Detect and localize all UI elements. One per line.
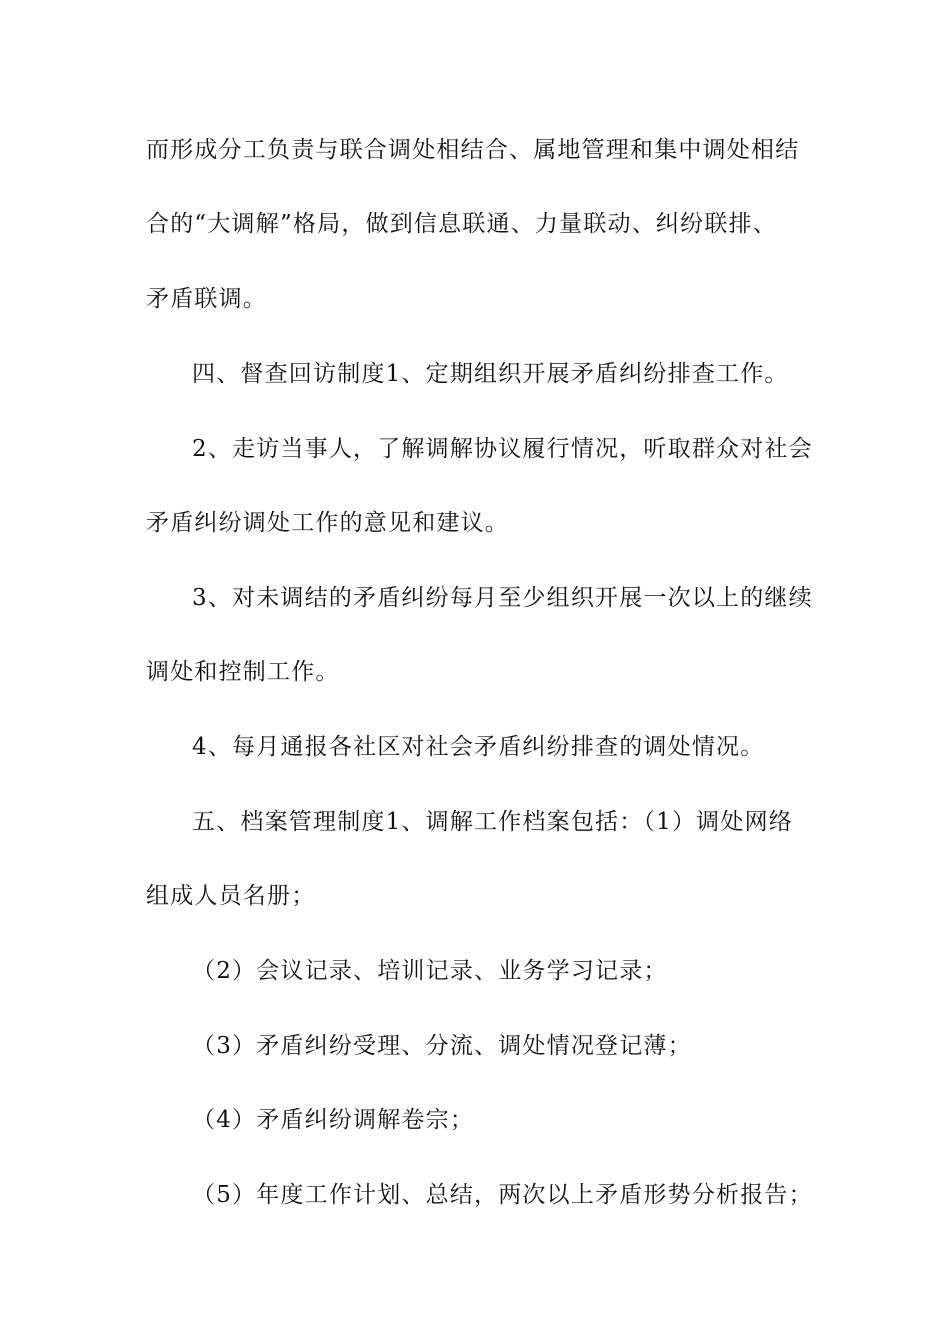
text-line: 而形成分工负责与联合调处相结合、属地管理和集中调处相结 — [146, 137, 800, 163]
list-item: （4）矛盾纠纷调解卷宗； — [192, 1107, 475, 1133]
text-line: 矛盾纠纷调处工作的意见和建议。 — [146, 510, 509, 536]
text-line: 合的“大调解”格局，做到信息联通、力量联动、纠纷联排、 — [146, 211, 777, 237]
text-line: 组成人员名册； — [146, 883, 316, 909]
text-line: 矛盾联调。 — [146, 286, 267, 312]
text-line: 调处和控制工作。 — [146, 659, 340, 685]
list-item: （5）年度工作计划、总结，两次以上矛盾形势分析报告； — [192, 1182, 813, 1208]
paragraph-heading: 四、督查回访制度1、定期组织开展矛盾纠纷排查工作。 — [192, 361, 789, 387]
text-line: 3、对未调结的矛盾纠纷每月至少组织开展一次以上的继续 — [192, 585, 813, 611]
text-line: 2、走访当事人，了解调解协议履行情况，听取群众对社会 — [192, 436, 813, 462]
list-item: （2）会议记录、培训记录、业务学习记录； — [192, 958, 668, 984]
paragraph-heading: 五、档案管理制度1、调解工作档案包括：（1）调处网络 — [192, 809, 793, 835]
text-line: 4、每月通报各社区对社会矛盾纠纷排查的调处情况。 — [192, 734, 765, 760]
list-item: （3）矛盾纠纷受理、分流、调处情况登记薄； — [192, 1033, 692, 1059]
